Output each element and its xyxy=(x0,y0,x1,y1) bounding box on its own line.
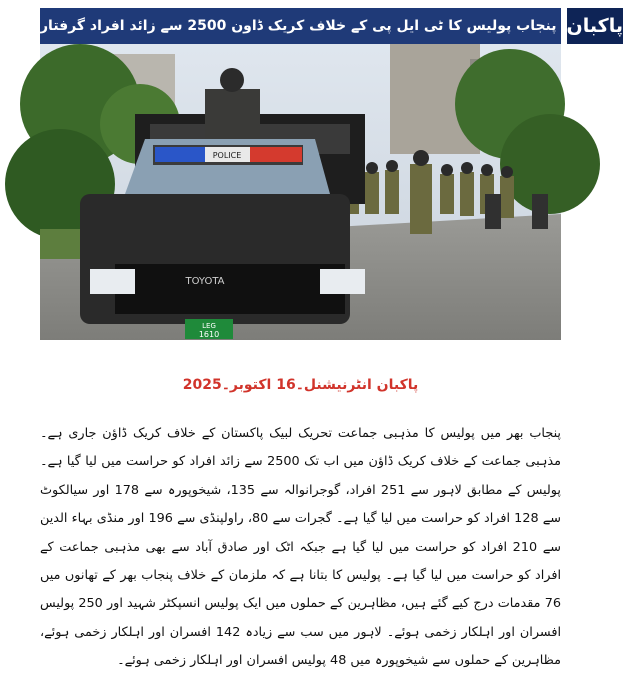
article-body: پنجاب بھر میں پولیس کا مذہبی جماعت تحریک لبیک پاکستان کے خلاف کریک ڈاؤن جاری ہے۔ مذہبی جماعت کے خلاف کریک ڈاؤن میں اب تک 2500 سے زائد افراد کو حراست میں لیا گیا ہے۔ پولیس کے مطابق لاہور سے 251 افراد، گوجرانوالہ سے 135، شیخوپورہ سے 178 اور سیالکوٹ سے 128 افراد کو حراست میں لیا گیا ہے۔ گجرات سے 80، راولپنڈی سے 196 اور منڈی بہاء الدین سے 210 افراد کو حراست میں لیا گیا ہے جبکہ اٹک اور صادق آباد سے بھی مذہبی جماعت کے افراد کو حراست میں لیا گیا ہے۔ پولیس کا بتانا ہے کہ ملزمان کے خلاف پنجاب بھر کے تھانوں میں 76 مقدمات درج کیے گئے ہیں، مظاہرین کے حملوں میں ایک پولیس انسپکٹر شہید اور 250 پولیس افسران اور اہلکار زخمی ہوئے۔ لاہور میں سب سے زیادہ 142 افسران اور اہلکار زخمی ہوئے، مظاہرین کے حملوں سے شیخوپورہ میں 48 پولیس افسران اور اہلکار زخمی ہوئے۔ xyxy=(40,426,561,669)
plate-line-1: LEG xyxy=(202,322,216,330)
police-sign: POLICE xyxy=(212,151,242,160)
headline-text: پنجاب پولیس کا ٹی ایل پی کے خلاف کریک ڈاون 2500 سے زائد افراد گرفتار xyxy=(40,18,557,34)
plate-line-2: 1610 xyxy=(198,330,220,339)
headline-banner xyxy=(40,8,623,44)
vehicle-brand-mark: TOYOTA xyxy=(185,276,225,287)
article-dateline: پاکبان انٹرنیشنل۔16 اکتوبر۔2025 xyxy=(182,377,419,393)
brand-logo: پاکبان xyxy=(565,8,623,44)
police-convoy-illustration xyxy=(40,44,561,340)
news-photo xyxy=(40,44,561,340)
